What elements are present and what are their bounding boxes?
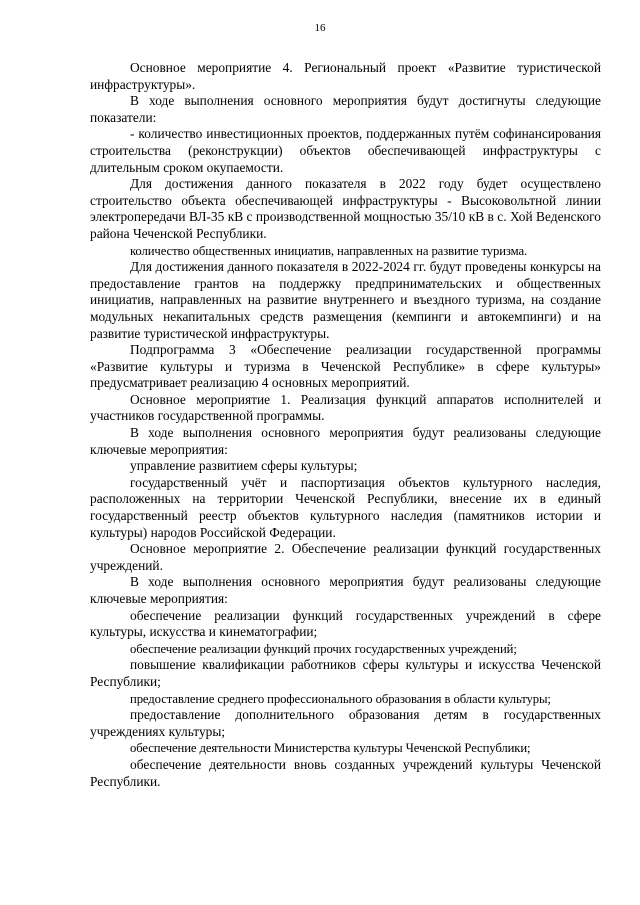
paragraph-qualification-upgrade: повышение квалификации работников сферы культуры и искусства Чеченской Республики;	[90, 657, 601, 689]
paragraph-additional-education: предоставление дополнительного образования детям в государственных учреждениях культуры;	[90, 707, 601, 739]
paragraph-key-events-intro-1: В ходе выполнения основного мероприятия будут реализованы следующие ключевые мероприятия:	[90, 425, 601, 457]
paragraph-state-institutions-culture: обеспечение реализации функций государственных учреждений в сфере культуры, искусства и кинематографии;	[90, 607, 601, 640]
paragraph-vocational-education: предоставление среднего профессионального образования в области культуры;	[130, 691, 551, 706]
paragraph-indicators-intro: В ходе выполнения основного мероприятия будут достигнуты следующие показатели:	[90, 93, 601, 125]
paragraph-main-event-4-title: Основное мероприятие 4. Региональный проект «Развитие туристической инфраструктуры».	[90, 60, 601, 92]
paragraph-subprogram-3: Подпрограмма 3 «Обеспечение реализации государственной программы «Развитие культуры и туризма в Чеченской Республике» в сфере культуры» предусматривает реализацию 4 основных мероприятий.	[90, 342, 601, 391]
paragraph-other-state-institutions: обеспечение реализации функций прочих государственных учреждений;	[130, 641, 517, 656]
paragraph-grant-competitions: Для достижения данного показателя в 2022-2024 гг. будут проведены конкурсы на предоставление грантов на поддержку предпринимательских и общественных инициатив, направленных на развитие внутреннего и въездного туризма, на создание модульных некапитальных средств размещения (кемпинги и автокемпинги) и на развитие туристической инфраструктуры.	[90, 259, 601, 341]
paragraph-culture-management: управление развитием сферы культуры;	[130, 458, 358, 474]
paragraph-key-events-intro-2: В ходе выполнения основного мероприятия будут реализованы следующие ключевые мероприятия:	[90, 574, 601, 606]
paragraph-new-institutions: обеспечение деятельности вновь созданных учреждений культуры Чеченской Республики.	[90, 756, 601, 789]
paragraph-main-event-2: Основное мероприятие 2. Обеспечение реализации функций государственных учреждений.	[90, 541, 601, 573]
paragraph-power-line-construction: Для достижения данного показателя в 2022 году будет осуществлено строительство объекта обеспечивающей инфраструктуры - Высоковольтной линии электропередачи ВЛ-35 кВ с производственной мощностью 35/10 кВ в с. Хой Веденского района Чеченской Республики.	[90, 176, 601, 241]
paragraph-investment-projects-indicator: - количество инвестиционных проектов, поддержанных путём софинансирования строительства (реконструкции) объектов обеспечивающей инфраструктуры с длительным сроком окупаемости.	[90, 126, 601, 175]
document-body	[90, 60, 601, 790]
paragraph-ministry-activity: обеспечение деятельности Министерства культуры Чеченской Республики;	[130, 741, 531, 756]
paragraph-main-event-1: Основное мероприятие 1. Реализация функций аппаратов исполнителей и участников государственной программы.	[90, 391, 601, 424]
paragraph-public-initiatives-indicator: количество общественных инициатив, направленных на развитие туризма.	[130, 243, 528, 258]
paragraph-heritage-registration: государственный учёт и паспортизация объектов культурного наследия, расположенных на территории Чеченской Республики, внесение их в единый государственный реестр объектов культурного наследия (памятников истории и культуры) народов Российской Федерации.	[90, 474, 601, 540]
page-number: 16	[314, 22, 326, 34]
